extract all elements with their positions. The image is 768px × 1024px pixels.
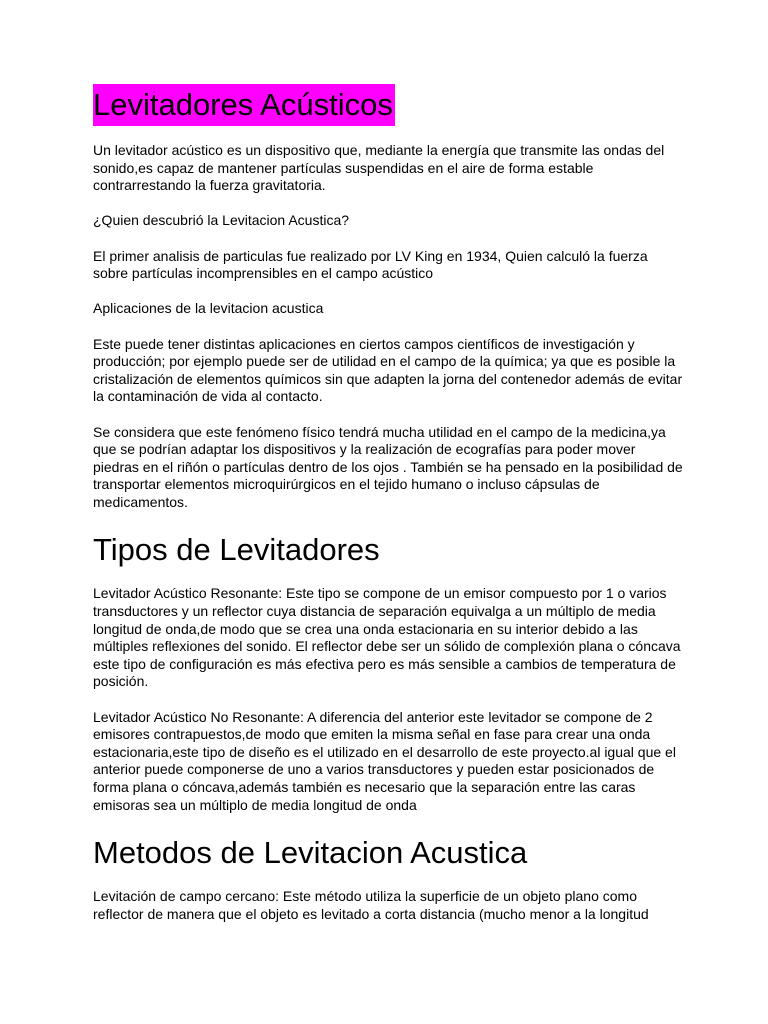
section-title-tipos: Tipos de Levitadores — [93, 532, 380, 568]
methods-paragraph-1: Levitación de campo cercano: Este método utiliza la superficie de un objeto plano como reflector de manera que el objeto es levitado a corta distancia (mucho menor a la longitud — [93, 888, 649, 922]
types-paragraph-2: Levitador Acústico No Resonante: A diferencia del anterior este levitador se compone de 2 emisores contrapuestos,de modo que emiten la misma señal en fase para crear una onda estacionaria,este tipo de diseño es el utilizado en el desarrollo de este proyecto.al igual que el anterior puede componerse de uno a varios transductores y pueden estar posicionados de forma plana o cóncava,además también es necesario que la separación entre las caras emisoras sea un múltiplo de media longitud de onda — [93, 708, 676, 813]
applications-heading: Aplicaciones de la levitacion acustica — [93, 300, 324, 317]
document-title: Levitadores Acústicos — [93, 84, 395, 126]
types-paragraph-1: Levitador Acústico Resonante: Este tipo se compone de un emisor compuesto por 1 o varios transductores y un reflector cuya distancia de separación equivalga a un múltiplo de media longitud de onda,de modo que se crea una onda estacionaria en su interior debido a las múltiples reflexiones del sonido. El reflector debe ser un sólido de complexión plana o cóncava este tipo de configuración es más efectiva pero es más sensible a cambios de temperatura de posición. — [93, 585, 681, 690]
applications-paragraph-2: Se considera que este fenómeno físico tendrá mucha utilidad en el campo de la medicina,ya que se podrían adaptar los dispositivos y la realización de ecografías para poder mover piedras en el riñón o partículas dentro de los ojos . También se ha pensado en la posibilidad de transportar elementos microquirúrgicos en el tejido humano o incluso cápsulas de medicamentos. — [93, 423, 683, 510]
document-page — [93, 84, 683, 923]
answer-paragraph: El primer analisis de particulas fue realizado por LV King en 1934, Quien calculó la fuerza sobre partículas incomprensibles en el campo acústico — [93, 247, 648, 282]
section-title-metodos: Metodos de Levitacion Acustica — [93, 835, 528, 871]
intro-paragraph: Un levitador acústico es un dispositivo que, mediante la energía que transmite las ondas del sonido,es capaz de mantener partículas suspendidas en el aire de forma estable contrarrestando la fuerza gravitatoria. — [93, 142, 665, 194]
question-paragraph: ¿Quien descubrió la Levitacion Acustica? — [93, 212, 350, 229]
applications-paragraph-1: Este puede tener distintas aplicaciones en ciertos campos científicos de investigación y producción; por ejemplo puede ser de utilidad en el campo de la química; ya que es posible la cristalización de elementos químicos sin que adapten la jorna del contenedor además de evitar la contaminación de vida al contacto. — [93, 335, 683, 405]
